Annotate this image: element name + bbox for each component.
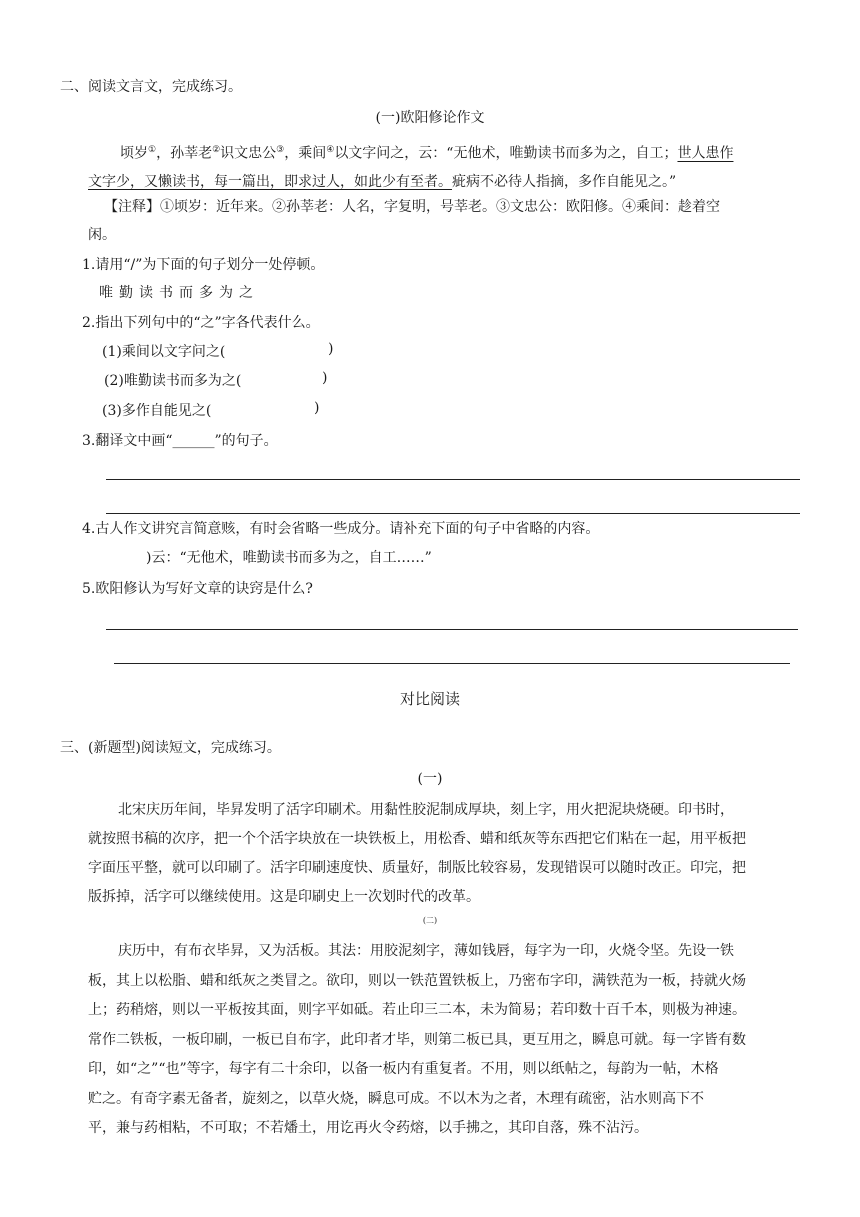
footnote-mark: ④ bbox=[326, 145, 335, 155]
part1-line: 就按照书稿的次序，把一个个活字块放在一块铁板上，用松香、蜡和纸灰等东西把它们粘在一起，用平板把 bbox=[88, 831, 746, 847]
answer-paren-close: ) bbox=[328, 341, 334, 357]
question-3: 3.翻译文中画“______”的句子。 bbox=[82, 433, 278, 449]
question-2-item-1: (1)乘间以文字问之( bbox=[102, 344, 226, 360]
sentence-char: 读 bbox=[139, 285, 153, 301]
part2-text bbox=[88, 937, 746, 1144]
part2-line: 平，兼与药相粘，不可取；不若燔土，用讫再火令药熔，以手拂之，其印自落，殊不沾污。 bbox=[88, 1120, 648, 1136]
footnote-mark: ① bbox=[148, 145, 157, 155]
passage-segment: ，乘间 bbox=[284, 145, 327, 162]
part2-line: 上；药稍熔，则以一平板按其面，则字平如砥。若止印三二本，未为简易；若印数十百千本，则极为神速。 bbox=[88, 1002, 746, 1018]
part2-line: 贮之。有奇字素无备者，旋刻之，以草火烧，瞬息可成。不以木为之者，木理有疏密，沾水则高下不 bbox=[88, 1090, 704, 1107]
answer-paren-close: ) bbox=[322, 370, 328, 386]
underlined-sentence: 文字少，又懒读书，每一篇出，即求过人，如此少有至者。 bbox=[88, 173, 452, 190]
passage1-title: (一)欧阳修论作文 bbox=[375, 110, 485, 126]
part2-title: (二) bbox=[422, 916, 438, 925]
passage-segment: 识文忠公 bbox=[220, 145, 277, 162]
footnote-mark: ③ bbox=[276, 145, 285, 155]
answer-line[interactable] bbox=[106, 479, 800, 480]
answer-paren-close: ) bbox=[314, 400, 320, 416]
question-2: 2.指出下列句中的“之”字各代表什么。 bbox=[82, 315, 320, 331]
passage1-text bbox=[88, 136, 733, 196]
compare-reading-title: 对比阅读 bbox=[399, 690, 460, 708]
passage-segment: ，孙莘老 bbox=[156, 145, 213, 162]
sentence-char: 而 bbox=[179, 285, 193, 301]
notes-line1: 【注释】①顷岁：近年来。②孙莘老：人名，字复明，号莘老。③文忠公：欧阳修。④乘间：趁着空 bbox=[104, 199, 720, 215]
part1-text bbox=[88, 796, 746, 912]
sentence-char: 勤 bbox=[119, 285, 133, 301]
notes-line2: 闲。 bbox=[88, 227, 116, 243]
passage-segment: 疵病不必待人指摘，多作自能见之。” bbox=[452, 173, 677, 190]
question-4-sentence: )云：“无他术，唯勤读书而多为之，自工……” bbox=[146, 550, 432, 566]
question-1: 1.请用“/”为下面的句子划分一处停顿。 bbox=[82, 257, 325, 273]
underlined-sentence: 世人患作 bbox=[677, 145, 734, 162]
question-1-sentence bbox=[96, 282, 256, 302]
sentence-char: 多 bbox=[199, 285, 213, 301]
sentence-char: 之 bbox=[239, 285, 253, 301]
question-4: 4.古人作文讲究言简意赅，有时会省略一些成分。请补充下面的句子中省略的内容。 bbox=[82, 521, 600, 537]
part1-line: 北宋庆历年间，毕昇发明了活字印刷术。用黏性胶泥制成厚块，刻上字，用火把泥块烧硬。印书时， bbox=[118, 802, 734, 818]
part1-line: 版拆掉，活字可以继续使用。这是印刷史上一次划时代的改革。 bbox=[88, 889, 480, 905]
sentence-char: 书 bbox=[159, 285, 173, 301]
sentence-char: 唯 bbox=[99, 285, 113, 301]
part2-line: 庆历中，有布衣毕昇，又为活板。其法：用胶泥刻字，薄如钱唇，每字为一印，火烧令坚。先设一铁 bbox=[118, 943, 734, 959]
question-2-item-2: (2)唯勤读书而多为之( bbox=[104, 373, 242, 389]
answer-line[interactable] bbox=[106, 513, 800, 514]
answer-line[interactable] bbox=[106, 629, 798, 630]
part2-line: 常作二铁板，一板印刷，一板已自布字，此印者才毕，则第二板已具，更互用之，瞬息可就。每一字皆有数 bbox=[88, 1031, 746, 1048]
question-5: 5.欧阳修认为写好文章的诀窍是什么? bbox=[82, 581, 313, 597]
part2-line: 板，其上以松脂、蜡和纸灰之类冒之。欲印，则以一铁范置铁板上，乃密布字印，满铁范为一板，持就火炀 bbox=[88, 972, 746, 989]
sentence-char: 为 bbox=[219, 285, 233, 301]
passage-segment: 顷岁 bbox=[120, 145, 148, 162]
section3-heading: 三、(新题型)阅读短文，完成练习。 bbox=[60, 740, 281, 756]
part1-title: (一) bbox=[417, 771, 443, 787]
passage-segment: 以文字问之，云：“无他术，唯勤读书而多为之，自工； bbox=[334, 145, 678, 162]
footnote-mark: ② bbox=[212, 145, 221, 155]
section2-heading: 二、阅读文言文，完成练习。 bbox=[60, 79, 242, 95]
part2-line: 印，如“之”“也”等字，每字有二十余印，以备一板内有重复者。不用，则以纸帖之，每韵为一帖，木格 bbox=[88, 1061, 719, 1077]
answer-line[interactable] bbox=[114, 663, 790, 664]
question-2-item-3: (3)多作自能见之( bbox=[102, 403, 212, 419]
part1-line: 字面压平整，就可以印刷了。活字印刷速度快、质量好，制版比较容易，发现错误可以随时改正。印完，把 bbox=[88, 860, 746, 876]
